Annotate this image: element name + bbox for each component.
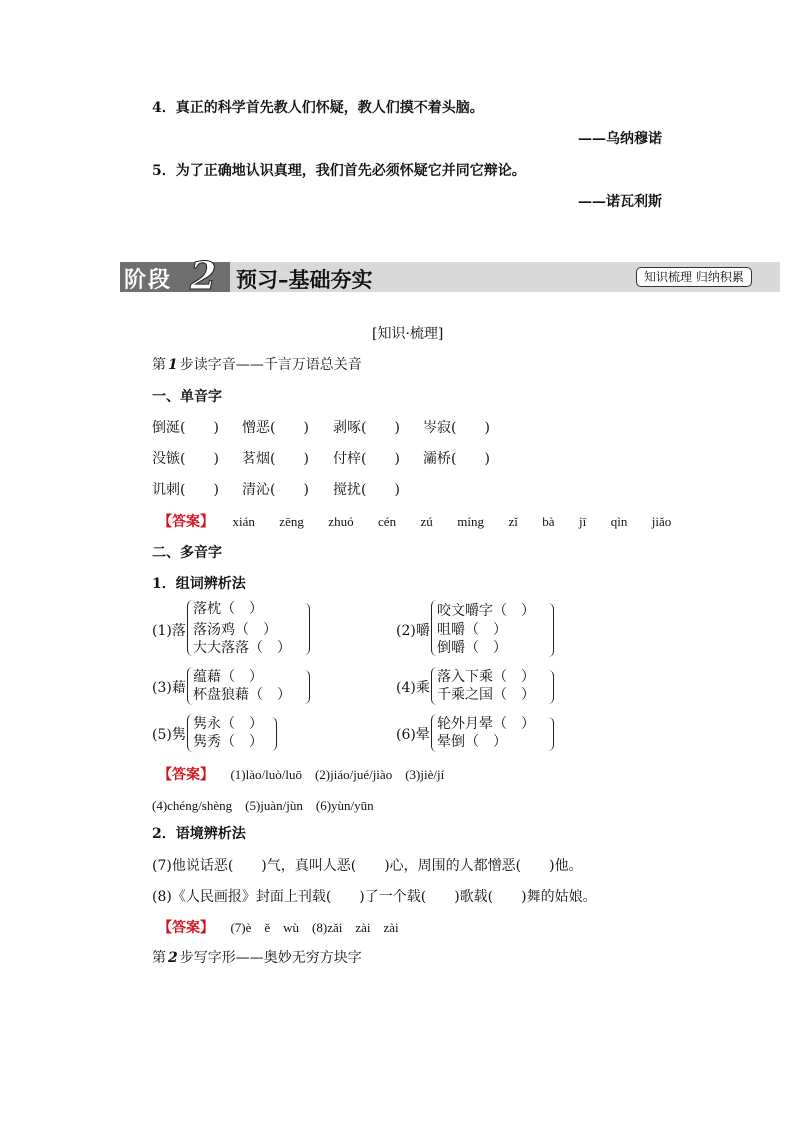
- group-item: 隽永（ ）: [193, 716, 263, 732]
- step-1-title: 第 1 步读字音——千言万语总关音: [152, 357, 362, 373]
- answer-pinyin: qìn: [610, 514, 628, 529]
- blank-item: 没镞( ): [152, 451, 219, 467]
- group-item: 晕倒（ ）: [437, 734, 507, 750]
- method-1-title: 1．组词辨析法: [152, 576, 246, 592]
- answer-pinyin: zǐ: [508, 514, 518, 529]
- group-item: 轮外月晕（ ）: [437, 716, 535, 732]
- multi-answer-line-2: (4)chéng/shèng (5)juàn/jùn (6)yùn/yūn: [152, 798, 374, 813]
- answer-pinyin: (7)è ě wù (8)zǎi zài zài: [230, 920, 399, 935]
- stage-title: 预习–基础夯实: [236, 267, 373, 292]
- group-label: (4)乘: [396, 680, 430, 696]
- quote-5: [152, 160, 526, 180]
- step-number: 2: [168, 950, 178, 966]
- quote-5-author: ——诺瓦利斯: [578, 194, 662, 210]
- quote-number: 5．: [152, 163, 176, 179]
- blank-item: 清沁( ): [242, 482, 309, 498]
- group-item: 倒嚼（ ）: [437, 640, 507, 656]
- blank-item: 付梓( ): [333, 451, 400, 467]
- blank-item: 灞桥( ): [423, 451, 490, 467]
- group-item: 咀嚼（ ）: [437, 622, 507, 638]
- blank-item: 憎恶( ): [242, 420, 309, 436]
- right-brace: [304, 603, 310, 655]
- blank-item: 搅扰( ): [333, 482, 400, 498]
- quote-text: 真正的科学首先教人们怀疑，教人们摸不着头脑。: [175, 100, 484, 116]
- single-sound-title: 一、单音字: [152, 389, 222, 405]
- quote-4-author: ——乌纳穆诺: [578, 131, 662, 147]
- right-brace: [548, 717, 554, 751]
- blank-item: 剥啄( ): [333, 420, 400, 436]
- quote-4: [152, 97, 484, 117]
- group-item: 蕴藉（ ）: [193, 669, 263, 685]
- blank-item: 讥刺( ): [152, 482, 219, 498]
- answer-label: 【答案】: [158, 920, 214, 936]
- step-number: 1: [168, 357, 178, 373]
- context-line-8: (8)《人民画报》封面上刊载( )了一个载( )歌载( )舞的姑娘。: [152, 889, 597, 905]
- context-answer-line: [158, 917, 399, 937]
- answer-pinyin: (1)lào/luò/luō (2)jiáo/jué/jiào (3)jiè/jí: [230, 767, 445, 782]
- right-brace: [304, 670, 310, 704]
- group-label: (3)藉: [152, 680, 186, 696]
- group-label: (1)落: [152, 623, 186, 639]
- blank-item: 倒涎( ): [152, 420, 219, 436]
- answer-pinyin: míng: [457, 514, 484, 529]
- step-2-title: 第 2 步写字形——奥妙无穷方块字: [152, 950, 362, 966]
- answer-pinyin: xián: [232, 514, 255, 529]
- group-item: 落入下乘（ ）: [437, 669, 535, 685]
- right-brace: [548, 670, 554, 704]
- group-label: (6)晕: [396, 727, 430, 743]
- single-answer-line: [158, 511, 671, 531]
- quote-number: 4．: [152, 100, 176, 116]
- multi-sound-title: 二、多音字: [152, 545, 222, 561]
- stage-banner: [120, 253, 780, 298]
- answer-label: 【答案】: [158, 514, 214, 530]
- group-item: 落汤鸡（ ）: [193, 622, 277, 638]
- section-header: [知识·梳理]: [372, 326, 444, 342]
- answer-pinyin: zhuó: [328, 514, 354, 529]
- group-item: 杯盘狼藉（ ）: [193, 687, 291, 703]
- answer-pinyin: zēng: [279, 514, 304, 529]
- right-brace: [271, 717, 277, 751]
- method-2-title: 2．语境辨析法: [152, 826, 246, 842]
- blank-item: 茗烟( ): [242, 451, 309, 467]
- group-item: 隽秀（ ）: [193, 734, 263, 750]
- stage-label: 阶段: [124, 267, 173, 293]
- right-brace: [548, 603, 554, 657]
- group-label: (5)隽: [152, 727, 186, 743]
- group-item: 落枕（ ）: [193, 601, 263, 617]
- group-item: 千乘之国（ ）: [437, 687, 535, 703]
- blank-item: 岑寂( ): [423, 420, 490, 436]
- answer-pinyin: jī: [579, 514, 587, 529]
- answer-pinyin: bà: [542, 514, 555, 529]
- quote-text: 为了正确地认识真理，我们首先必须怀疑它并同它辩论。: [175, 163, 526, 179]
- stage-tag: 知识梳理 归纳积累: [636, 267, 752, 287]
- answer-pinyin: cén: [378, 514, 397, 529]
- context-line-7: (7)他说话恶( )气，真叫人恶( )心，周围的人都憎恶( )他。: [152, 858, 583, 874]
- group-label: (2)嚼: [396, 623, 430, 639]
- group-item: 咬文嚼字（ ）: [437, 603, 535, 619]
- answer-pinyin: zú: [420, 514, 433, 529]
- stage-number: 2: [190, 253, 217, 298]
- answer-pinyin: jiǎo: [651, 514, 672, 529]
- answer-label: 【答案】: [158, 767, 214, 783]
- multi-answer-line-1: [158, 764, 444, 784]
- group-item: 大大落落（ ）: [193, 640, 291, 656]
